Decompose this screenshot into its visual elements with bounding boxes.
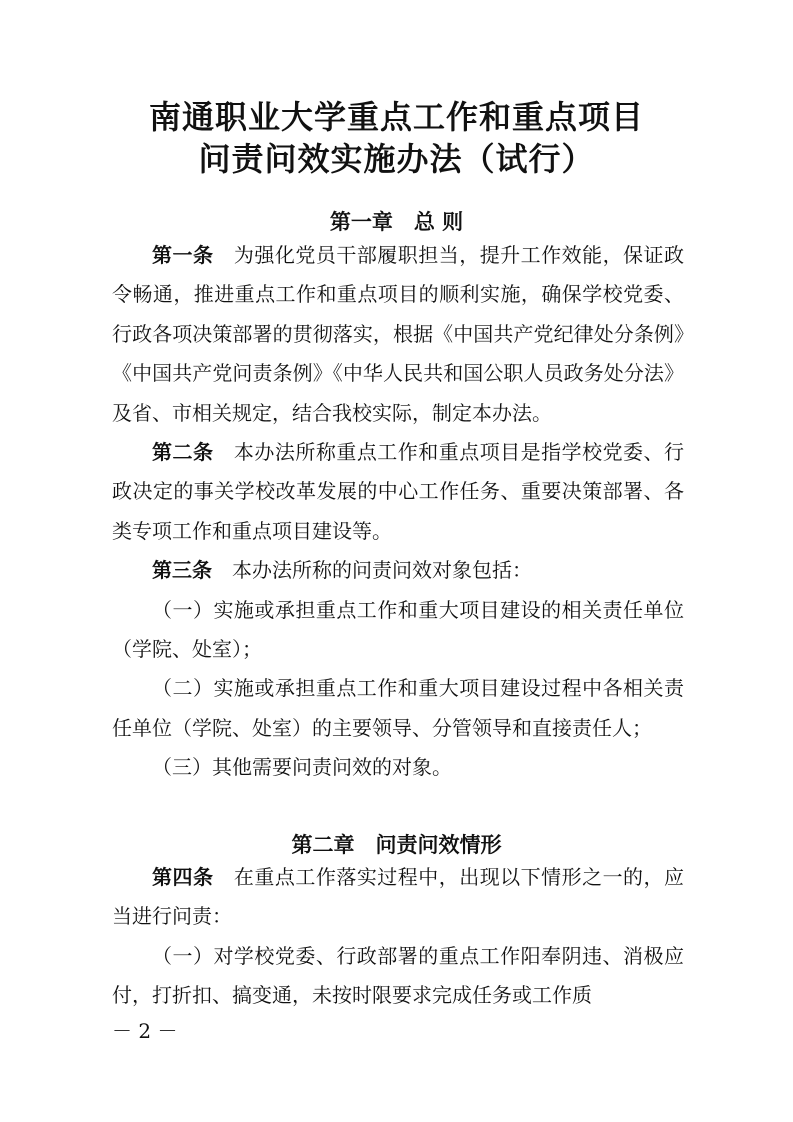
document-title-line-2: 问责问效实施办法（试行） (198, 140, 595, 178)
page-number: － 2 － (112, 1019, 178, 1043)
article-4-item-1: （一）对学校党委、行政部署的重点工作阳奉阴违、消极应付，打折扣、搞变通，未按时限要求完成任务或工作质 (112, 943, 684, 1008)
article-3 (112, 551, 684, 590)
chapter-heading-1: 第一章 总 则 (329, 210, 464, 234)
article-3-text: 本办法所称的问责问效对象包括： (212, 558, 532, 583)
article-4-text: 在重点工作落实过程中，出现以下情形之一的，应当进行问责： (112, 865, 685, 929)
chapter-1-body (112, 236, 684, 788)
article-2-label: 第二条 (152, 440, 214, 465)
chapter-2-body (112, 858, 684, 1016)
article-1-label: 第一条 (152, 243, 214, 267)
article-4-label: 第四条 (152, 865, 214, 889)
article-3-label: 第三条 (152, 558, 212, 583)
article-3-item-2: （二）实施或承担重点工作和重大项目建设过程中各相关责任单位（学院、处室）的主要领导、分管领导和直接责任人； (112, 676, 684, 740)
article-1-text: 为强化党员干部履职担当，提升工作效能，保证政令畅通，推进重点工作和重点项目的顺利实施，确保学校党委、行政各项决策部署的贯彻落实，根据《中国共产党纪律处分条例》《中国共产党问责条例》《中华人民共和国公职人员政务处分法》及省、市相关规定，结合我校实际，制定本办法。 (112, 243, 685, 425)
document-title-line-1: 南通职业大学重点工作和重点项目 (148, 98, 644, 136)
article-4 (112, 858, 684, 937)
chapter-heading-2: 第二章 问责问效情形 (291, 833, 502, 857)
article-2-text: 本办法所称重点工作和重点项目是指学校党委、行政决定的事关学校改革发展的中心工作任务、重要决策部署、各类专项工作和重点项目建设等。 (112, 440, 685, 543)
article-3-item-1: （一）实施或承担重点工作和重大项目建设的相关责任单位（学院、处室）； (112, 597, 684, 662)
article-3-item-3: （三）其他需要问责问效的对象。 (152, 755, 452, 780)
article-1 (112, 236, 684, 433)
article-2 (112, 433, 684, 551)
